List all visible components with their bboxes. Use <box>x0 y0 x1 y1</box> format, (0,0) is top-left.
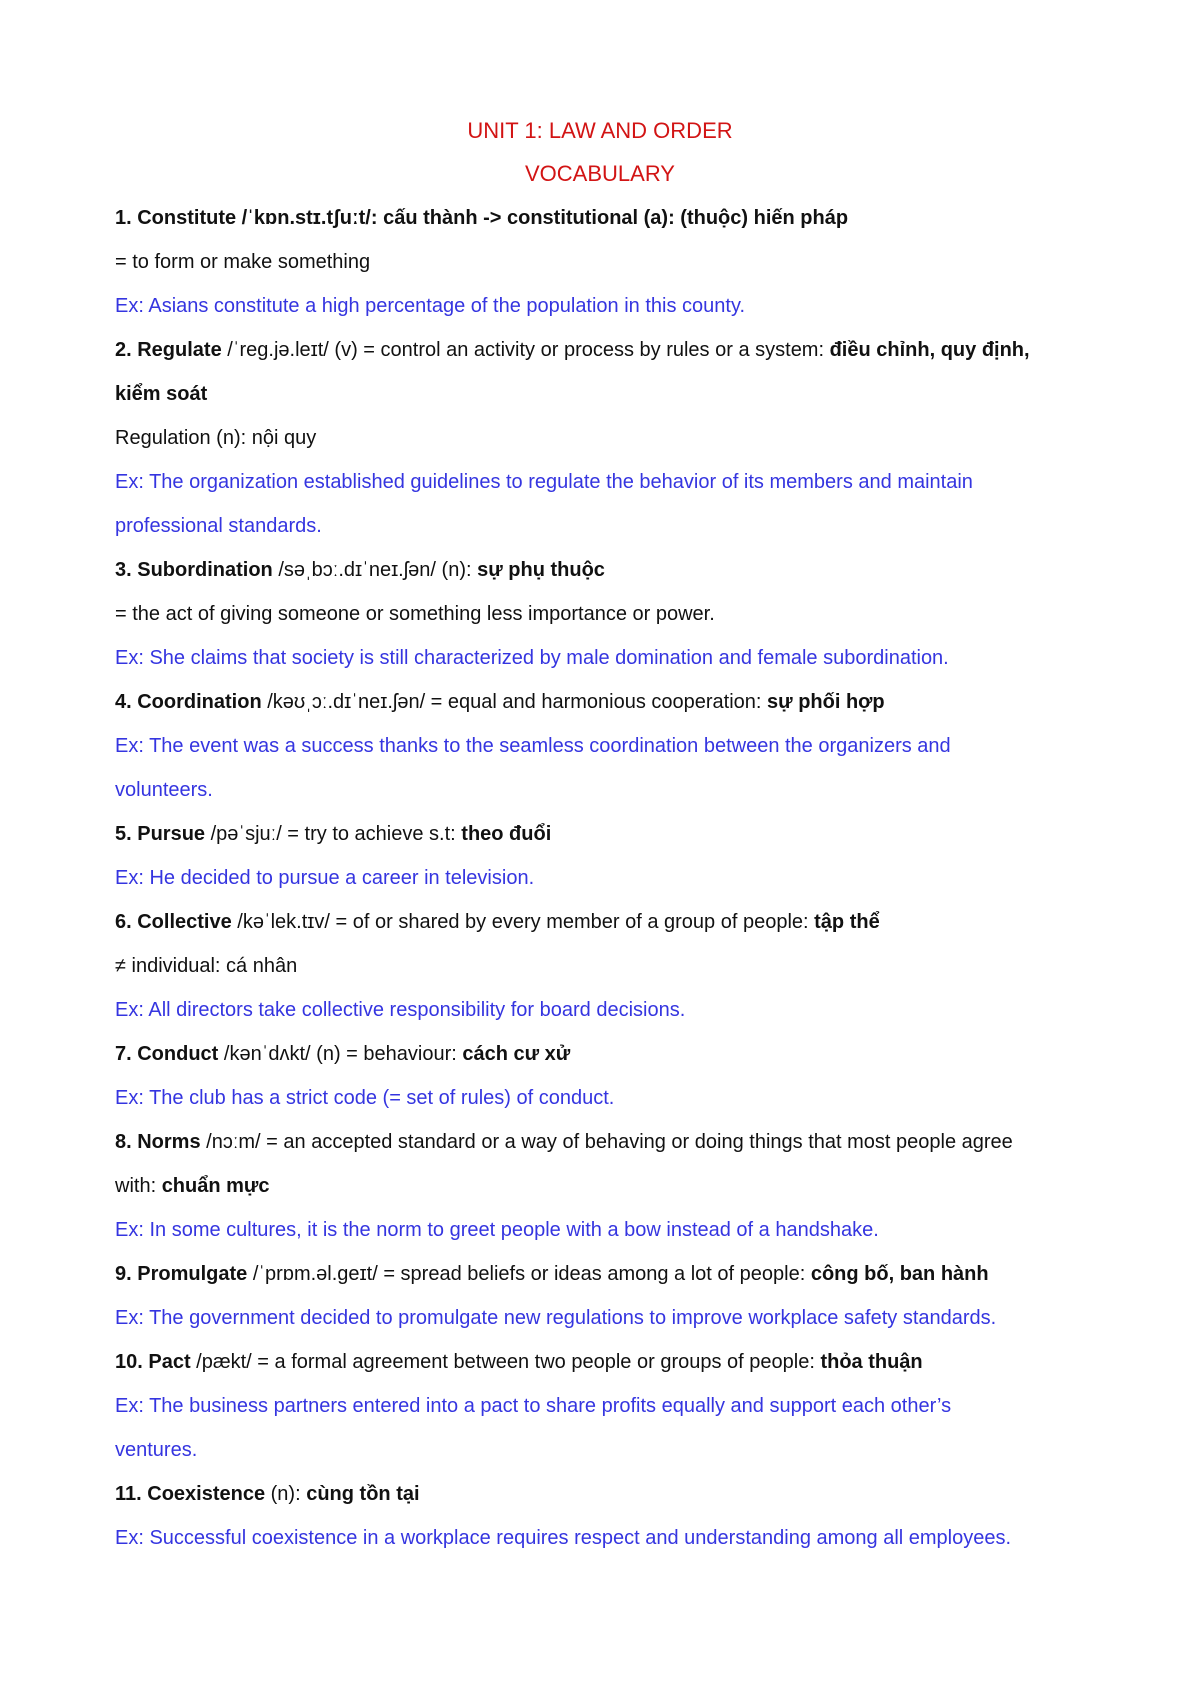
vocab-entry-3-heading <box>115 560 605 580</box>
vocab-entry-4-example: Ex: The event was a success thanks to the seamless coordination between the organizers and <box>115 735 951 757</box>
vocab-pronunciation-definition: /nɔːm/ = an accepted standard or a way of behaving or doing things that most people agree <box>200 1131 1013 1153</box>
vocab-word: 10. Pact <box>115 1351 191 1373</box>
vocab-entry-2-example: Ex: The organization established guidelines to regulate the behavior of its members and maintain <box>115 471 973 493</box>
vocab-word: 3. Subordination <box>115 559 273 581</box>
vocab-entry-10-heading <box>115 1352 923 1372</box>
vocab-entry-3-definition: = the act of giving someone or something less importance or power. <box>115 603 715 625</box>
vocab-pronunciation-definition: /kənˈdʌkt/ (n) = behaviour: <box>218 1043 463 1065</box>
vocab-entry-8-definition-cont <box>115 1176 270 1196</box>
vocab-meaning: thỏa thuận <box>820 1351 923 1373</box>
vocab-entry-4-heading <box>115 692 885 712</box>
vocab-entry-5-heading <box>115 824 551 844</box>
vocab-entry-11-example: Ex: Successful coexistence in a workplace requires respect and understanding among all employees. <box>115 1527 1012 1549</box>
vocab-meaning: tập thể <box>814 911 880 933</box>
vocab-entry-1-example: Ex: Asians constitute a high percentage of the population in this county. <box>115 295 746 317</box>
vocab-entry-10-example-cont: ventures. <box>115 1439 198 1461</box>
vocab-meaning: công bố, ban hành <box>810 1263 989 1285</box>
vocab-entry-7-example: Ex: The club has a strict code (= set of rules) of conduct. <box>115 1087 615 1109</box>
vocab-pronunciation-definition: /kəʊˌɔː.dɪˈneɪ.ʃən/ = equal and harmonious cooperation: <box>261 691 768 713</box>
vocab-entry-3-example: Ex: She claims that society is still characterized by male domination and female subordination. <box>115 647 949 669</box>
vocab-meaning: cách cư xử <box>462 1043 571 1065</box>
vocab-word: 8. Norms <box>115 1131 201 1153</box>
vocab-pronunciation-definition: /ˈprɒm.əl.ɡeɪt/ = spread beliefs or ideas among a lot of people: <box>247 1263 811 1285</box>
vocab-pronunciation-definition: /kəˈlek.tɪv/ = of or shared by every member of a group of people: <box>231 911 815 933</box>
vocab-word: 6. Collective <box>115 911 232 933</box>
vocab-entry-1-heading: 1. Constitute /ˈkɒn.stɪ.tʃuːt/: cấu thành -> constitutional (a): (thuộc) hiến pháp <box>115 207 849 229</box>
vocab-word: 9. Promulgate <box>115 1263 248 1285</box>
vocab-entry-6-antonym: ≠ individual: cá nhân <box>115 955 298 977</box>
vocab-entry-1-definition: = to form or make something <box>115 251 371 273</box>
vocab-entry-10-example: Ex: The business partners entered into a pact to share profits equally and support each other’s <box>115 1395 952 1417</box>
vocab-word: 4. Coordination <box>115 691 262 713</box>
vocab-entry-8-example: Ex: In some cultures, it is the norm to greet people with a bow instead of a handshake. <box>115 1219 879 1241</box>
vocab-pronunciation-definition: /pækt/ = a formal agreement between two people or groups of people: <box>190 1351 821 1373</box>
vocab-entry-9-example: Ex: The government decided to promulgate new regulations to improve workplace safety standards. <box>115 1307 997 1329</box>
vocab-pronunciation-definition: /ˈreg.jə.leɪt/ (v) = control an activity or process by rules or a system: <box>221 339 830 361</box>
vocab-entry-6-example: Ex: All directors take collective responsibility for board decisions. <box>115 999 686 1021</box>
document-subtitle: VOCABULARY <box>525 161 675 186</box>
vocab-entry-2-example-cont: professional standards. <box>115 515 322 537</box>
vocab-entry-6-heading <box>115 912 880 932</box>
vocab-meaning: sự phối hợp <box>767 691 885 713</box>
vocab-part-of-speech: (n): <box>265 1483 307 1505</box>
vocab-word: 7. Conduct <box>115 1043 219 1065</box>
vocab-meaning: theo đuổi <box>461 823 552 845</box>
vocab-pronunciation: /səˌbɔː.dɪˈneɪ.ʃən/ (n): <box>272 559 478 581</box>
vocab-pronunciation-definition: /pəˈsjuː/ = try to achieve s.t: <box>205 823 462 845</box>
vocab-entry-5-example: Ex: He decided to pursue a career in television. <box>115 867 535 889</box>
vocab-meaning: sự phụ thuộc <box>477 559 605 581</box>
vocab-entry-2-heading <box>115 340 1030 360</box>
vocab-word: 11. Coexistence <box>115 1483 266 1505</box>
vocab-meaning: điều chỉnh, quy định, <box>829 339 1030 361</box>
vocab-entry-7-heading <box>115 1044 570 1064</box>
vocab-entry-2-meaning-cont: kiểm soát <box>115 383 208 405</box>
vocab-entry-8-heading <box>115 1132 1013 1152</box>
document-title: UNIT 1: LAW AND ORDER <box>467 118 733 143</box>
vocab-definition-cont: with: <box>115 1175 162 1197</box>
vocab-entry-4-example-cont: volunteers. <box>115 779 213 801</box>
vocab-word: 5. Pursue <box>115 823 206 845</box>
vocab-meaning: chuẩn mực <box>161 1175 270 1197</box>
vocab-entry-2-derivative: Regulation (n): nội quy <box>115 427 317 449</box>
vocab-word: 2. Regulate <box>115 339 222 361</box>
vocab-entry-11-heading <box>115 1484 420 1504</box>
vocab-meaning: cùng tồn tại <box>306 1483 420 1505</box>
vocab-entry-9-heading <box>115 1264 989 1284</box>
